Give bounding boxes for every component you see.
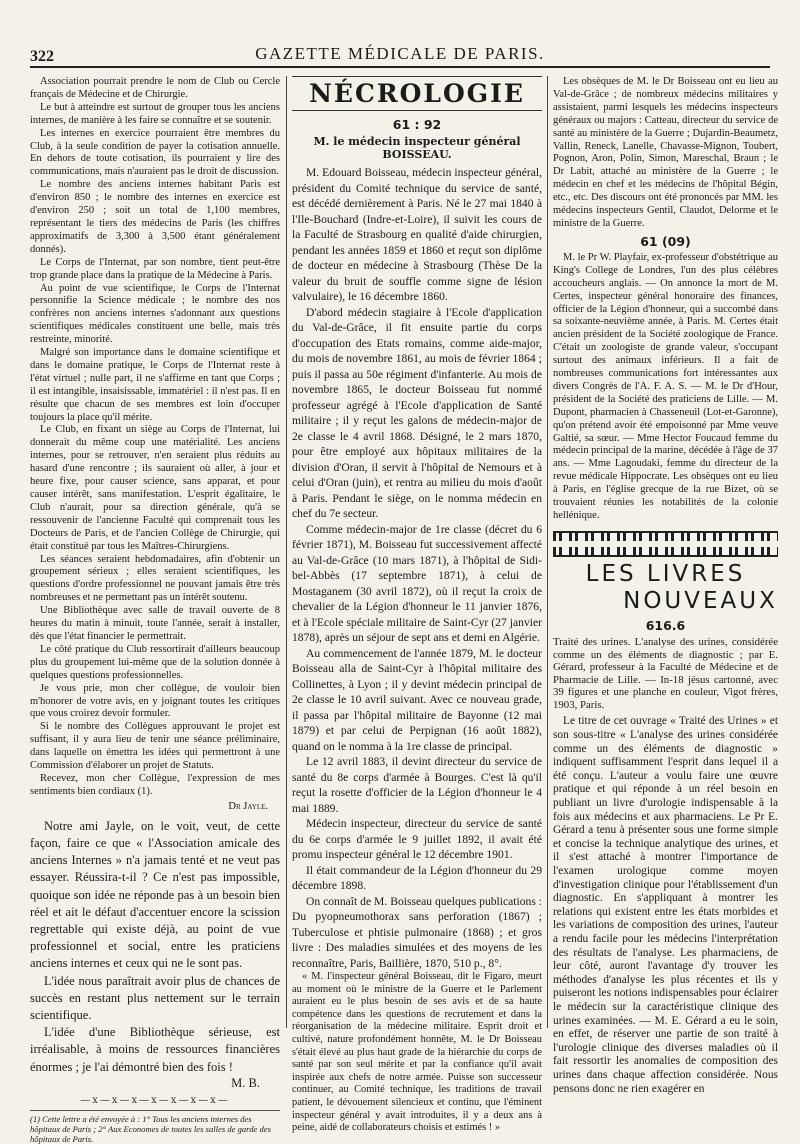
signature-jayle: Dr Jayle. bbox=[228, 800, 268, 812]
paragraph: On connaît de M. Boisseau quelques publications : Du pyopneumothorax sans perforation (1867) ; Tuberculose et phtisie pulmonaire (1868) ; et gros livre : Des maladies simulées et des moyens de les reconnaître, Paris, Baillière, 1870, 510 p., 8°. bbox=[292, 894, 542, 970]
paragraph: « M. l'inspecteur général Boisseau, dit le Figaro, meurt au moment où le ministre de la Guerre et le Parlement auraient eu le plus besoin de ses avis et de sa haute compétence dans les questions de recrutement et dans la réorganisation de la médecine militaire. Esprit droit et cultivé, nature profondément honnête, M. le Dr Boisseau s'était élevé au plus haut grade de la hiérarchie du corps de santé par son seul mérite et par la confiance qu'il avait inspirée aux chefs de notre armée. Puisse son successeur continuer, au Comité technique, les traditions de travail patient, le dévouement silencieux et continu, que l'éminent inspecteur général y avait introduites, il y a deux ans à peine, aidé de collaborateurs choisis et estimés ! » bbox=[292, 971, 542, 1134]
paragraph: Le Club, en fixant un siège au Corps de l'Internat, lui donnerait du même coup une matérialité. Les anciens internes, pour se retrouver, n'en seraient plus réduits au hasard d'une rencontre ; ils sauraient où aller, à jour et heure fixe, pour causer science, sans apparat, et pour causer intérêt, sans manifestation. L'esprit égalitaire, le Club n'aurait, pour sa direction générale, qu'à se ressouvenir de l'ancienne Faculté qui comprenait tous les Docteurs de Paris, et de l'ancien Collège de Chirurgie, qui était constitué par tous les Maîtres-Chirurgiens. bbox=[30, 424, 280, 552]
paragraph: Association pourrait prendre le nom de Club ou Cercle français de Médecine et de Chirurgie. bbox=[30, 76, 280, 100]
paragraph: Recevez, mon cher Collègue, l'expression de mes sentiments bien cordiaux (1). bbox=[30, 772, 280, 797]
club-letter bbox=[30, 76, 280, 799]
paragraph: Le nombre des anciens internes habitant Paris est d'environ 850 ; le nombre des internes en exercice est d'environ 250 ; soit un total de 1,100 membres, représentant le tiers des médecins de Paris (les chiffres approximatifs de 3,300 à 3,500 étant généralement donnés). bbox=[30, 179, 280, 255]
column-right bbox=[553, 76, 778, 1095]
paragraph: L'idée nous paraîtrait avoir plus de chances de succès en restant plus nettement sur le terrain scientifique. bbox=[30, 973, 280, 1022]
section-title-livres bbox=[553, 561, 778, 615]
paragraph: Une Bibliothèque avec salle de travail ouverte de 8 heures du matin à minuit, toute l'année, serait à installer, dès que l'état financier le permettrait. bbox=[30, 605, 280, 642]
paragraph: Les internes en exercice pourraient être membres du Club, à la seule condition de payer la cotisation annuelle. En dehors de toute cotisation, ils pourraient y lire des communications, mais n'auraient pas le droit de discussion. bbox=[30, 127, 280, 178]
paragraph: Malgré son importance dans le domaine scientifique et dans le domaine pratique, le Corps de l'Internat reste à l'état virtuel ; nulle part, il ne s'affirme en tant que Corps ; il est intangible, insaisissable, immatériel : il n'est pas. Il en résulte que chacun de ses membres est loin d'occuper toujours la place qu'il mérite. bbox=[30, 347, 280, 423]
book-reference: Traité des urines. L'analyse des urines, considérée comme un des éléments de diagnostic ; par E. Gérard, professeur à la Faculté de Médecine et de Pharmacie de Lille. — In-18 jésus cartonné, avec 39 figures et une planche en couleur, Vigot frères, 1903, Paris. bbox=[553, 635, 778, 711]
paragraph: Le but à atteindre est surtout de grouper tous les anciens internes, de manière à les faire se connaître et se soutenir. bbox=[30, 101, 280, 126]
books-title-line1: LES LIVRES bbox=[585, 560, 746, 587]
ornament-divider: —x—x—x—x—x—x—x— bbox=[80, 1094, 230, 1106]
column-rule bbox=[286, 76, 287, 1028]
paragraph: Si le nombre des Collègues approuvant le projet est suffisant, il y aura lieu de tenir une séance préliminaire, dans laquelle on émettra les idées qui permettront à une Commission d'élaborer un projet de Statuts. bbox=[30, 721, 280, 772]
editor-commentary bbox=[30, 818, 280, 1076]
paragraph: Les séances seraient hebdomadaires, afin d'obtenir un groupement sérieux ; elles seraient scientifiques, les questions d'ordre professionnel ne pouvant jamais être très nombreuses et ne permettant pas un intérêt soutenu. bbox=[30, 553, 280, 604]
decorative-band bbox=[553, 531, 778, 557]
entry-number: 61 : 92 bbox=[392, 117, 442, 132]
book-review bbox=[553, 715, 778, 1096]
paragraph: Le Corps de l'Internat, par son nombre, tient peut-être trop grande place dans la pratique de la Médecine à Paris. bbox=[30, 256, 280, 281]
funeral-paragraph bbox=[553, 76, 778, 231]
paragraph: Je vous prie, mon cher collègue, de vouloir bien m'honorer de votre avis, en y joignant toutes les critiques que vous croirez devoir formuler. bbox=[30, 682, 280, 720]
books-title-line2: NOUVEAUX bbox=[623, 587, 778, 614]
page-header bbox=[30, 42, 770, 68]
journal-title: GAZETTE MÉDICALE DE PARIS. bbox=[255, 44, 545, 63]
paragraph: L'idée d'une Bibliothèque sérieuse, est irréalisable, à moins de ressources financières énormes ; je l'ai démontré bien des fois ! bbox=[30, 1025, 280, 1074]
paragraph: Au commencement de l'année 1879, M. le docteur Boisseau alla de Saint-Cyr à l'hôpital militaire des Collinettes, à Lyon ; il y devint médecin principal de 2e classe le 10 avril suivant. Avec ce nouveau grade, il passa par l'hôpital militaire de Bayonne (12 mai 1879) et par celui de Perpignan (16 août 1882), quand on le nomma à la 1re classe de principal. bbox=[292, 646, 542, 753]
paragraph: Le 12 avril 1883, il devint directeur du service de santé du 8e corps d'armée à Bourges. C'est là qu'il reçut la rosette d'officier de la Légion d'honneur le 4 mai 1889. bbox=[292, 755, 542, 815]
section-title-necrologie: NÉCROLOGIE bbox=[292, 76, 542, 111]
paragraph: M. Edouard Boisseau, médecin inspecteur général, président du Comité technique du service de santé, est décédé dernièrement à Paris. Né le 27 mai 1840 à l'Ile-Bouchard (Indre-et-Loire), il suivit les cours de la Faculté de Strasbourg en qualité d'aide chirurgien, pendant les années 1859 et 1860 et reçut son diplôme de docteur en médecine à Strasbourg (Thèse De la valeur du bruit de souffle comme signe de lésion valvulaire), le 16 décembre 1860. bbox=[292, 166, 542, 303]
paragraph: Il était commandeur de la Légion d'honneur du 29 décembre 1898. bbox=[292, 863, 542, 892]
paragraph: Médecin inspecteur, directeur du service de santé du 6e corps d'armée le 9 juillet 1892, il avait été promu inspecteur général le 12 décembre 1901. bbox=[292, 817, 542, 861]
paragraph: Le côté pratique du Club ressortirait d'ailleurs beaucoup plus du groupement lui-même que de la solution donnée à quelques questions professionnelles. bbox=[30, 643, 280, 681]
obituary-title: M. le médecin inspecteur général BOISSEAU. bbox=[313, 135, 521, 161]
obituary-body bbox=[292, 165, 542, 971]
footnote: (1) Cette lettre a été envoyée à : 1° Tous les anciens internes des hôpitaux de Paris ; 2° Aux Economes de toutes les salles de garde des hôpitaux de Paris. bbox=[30, 1110, 280, 1144]
paragraph: M. le Pr W. Playfair, ex-professeur d'obstétrique au King's College de Londres, l'un des plus célèbres accoucheurs anglais. — On annonce la mort de M. Certes, inspecteur général honoraire des finances, officier de la Légion d'honneur, qui a succombé dans sa soixante-neuvième année, à Paris. M. Certes était ancien président de la Société zoologique de France. C'était un zoologiste de grande valeur, s'occupant surtout des animaux inférieurs. Il a fait de nombreuses communications fort intéressantes aux divers Congrès de l'A. F. A. S. — M. le Dr d'Hour, président de la Société des praticiens de Lille. — M. Dupont, pharmacien à Chasseneuil (Lot-et-Garonne), qu'on prétend avoir été empoisonné par Mme veuve Galtié, sa sœur. — Mme Hector Foucaud femme du médecin principal de la marine, décédée à l'âge de 37 ans. — Mme Lagoudaki, femme du directeur de la revue médicale Hippocrate. Les obsèques ont eu lieu à Paris, en l'église grecque de la rue Bizet, où se trouvaient réunies les notabilités de la colonie hellénique. bbox=[553, 251, 778, 521]
figaro-quote bbox=[292, 971, 542, 1135]
column-middle bbox=[292, 76, 542, 1134]
deaths-list bbox=[553, 252, 778, 523]
signature-mb: M. B. bbox=[231, 1075, 260, 1090]
paragraph: D'abord médecin stagiaire à l'Ecole d'application du Val-de-Grâce, il fit ensuite partie du corps d'occupation des Etats romains, comme aide-major, du mois de novembre 1861, au mois de février 1864 ; puis il passa au 50e régiment d'infanterie. Au mois de novembre 1865, le docteur Boisseau fut nommé professeur agrégé à l'Ecole d'application de Santé militaire ; il y reçut les galons de médecin-major de 2e classe le 4 avril 1868. Désigné, le 2 mars 1870, pour être employé aux hôpitaux militaires de la division d'Oran, il servit à l'hôpital de Nemours et à celui d'Oran (juin), et rentra au milieu du mois d'août à Paris. Pendant le siège, on le nomma médecin en chef du 7e secteur. bbox=[292, 305, 542, 520]
column-left bbox=[30, 76, 280, 1144]
entry-number: 61 (09) bbox=[640, 233, 691, 249]
paragraph: Le titre de cet ouvrage « Traité des Urines » et son sous-titre « L'analyse des urines considérée comme un des éléments de diagnostic » indiquent suffisamment l'esprit dans lequel il a été conçu. L'auteur a voulu faire une œuvre pratique et qui réponde à un réel besoin en publiant un livre d'urologie indispensable à la fois aux médecins et aux pharmaciens. Le Pr E. Gérard a tenu à présenter sous une forme simple et concise la technique analytique des urines, et il s'est attaché à montrer l'importance de l'examen urologique comme moyen d'investigation clinique pour l'établissement d'un diagnostic. En s'appliquant à montrer les relations qui existent entre les états morbides et les variations de composition des urines, l'auteur a rendu facile pour les médecins l'interprétation des résultats de l'analyse. Les pharmaciens, de leur côté, auront l'avantage d'y trouver les méthodes d'analyse les plus récentes et ils y puiseront les notions indispensables pour éclairer le médecin sur la caractéristique clinique des urines examinées. — M. E. Gérard a eu le soin, en effet, de réserver une partie de son traité à l'urologie clinique des diverses maladies où il fait ressortir les anomalies de composition des urines dans chaque affection considérée. Nous pensons donc ne rien exagérer en bbox=[553, 715, 778, 1095]
page-number: 322 bbox=[30, 48, 54, 65]
paragraph: Au point de vue scientifique, le Corps de l'Internat personnifie la Science médicale ; le nombre des nos confrères non anciens internes s'adonnant aux questions scientifiques médicales constituent une belle, mais très restreinte, minorité. bbox=[30, 282, 280, 346]
paragraph: Comme médecin-major de 1re classe (décret du 6 février 1871), M. Boisseau fut successivement affecté au Val-de-Grâce (10 mars 1871), à l'hôpital de Sidi-bel-Abbès (17 septembre 1871), à celui de Mostaganem (30 avril 1872), où il reçut la croix de chevalier de la Légion d'honneur le 11 janvier 1876, et à l'Ecole spéciale militaire de Saint-Cyr (27 janvier 1878), après un séjour de sept ans et demi en Algérie. bbox=[292, 522, 542, 644]
books-number: 616.6 bbox=[645, 617, 686, 633]
column-rule bbox=[547, 76, 548, 1028]
paragraph: Les obsèques de M. le Dr Boisseau ont eu lieu au Val-de-Grâce ; de nombreux médecins militaires y assistaient, parmi lesquels les médecins inspecteurs généraux ou majors : Catteau, directeur du service de santé au ministère de la Guerre ; Dujardin-Beaumetz, Vallin, Reneck, Lanelle, Chavasse-Mignon, Toubert, Pognon, Aron, Polin, Simon, Mareschal, Braun ; le Dr Labit, attaché au ministère de la Guerre ; le médecin en chef et les médecins de l'hôpital Bégin, etc., etc. Des discours ont été prononcés par MM. les médecins inspecteurs Gentil, Claudot, Delorme et le ministre de la Guerre. bbox=[553, 76, 778, 229]
paragraph: Notre ami Jayle, on le voit, veut, de cette façon, faire ce que « l'Association amicale des anciens Internes » n'a jamais tenté et ne veut pas essayer. Réussira-t-il ? Ce n'est pas impossible, quoique son idée ne réponde pas à un besoin bien réel et ait le défaut d'accentuer encore la scission regrettable qui existe déjà, au point de vue professionnel et social, entre les praticiens anciens internes et ceux qui ne le sont pas. bbox=[30, 818, 280, 971]
